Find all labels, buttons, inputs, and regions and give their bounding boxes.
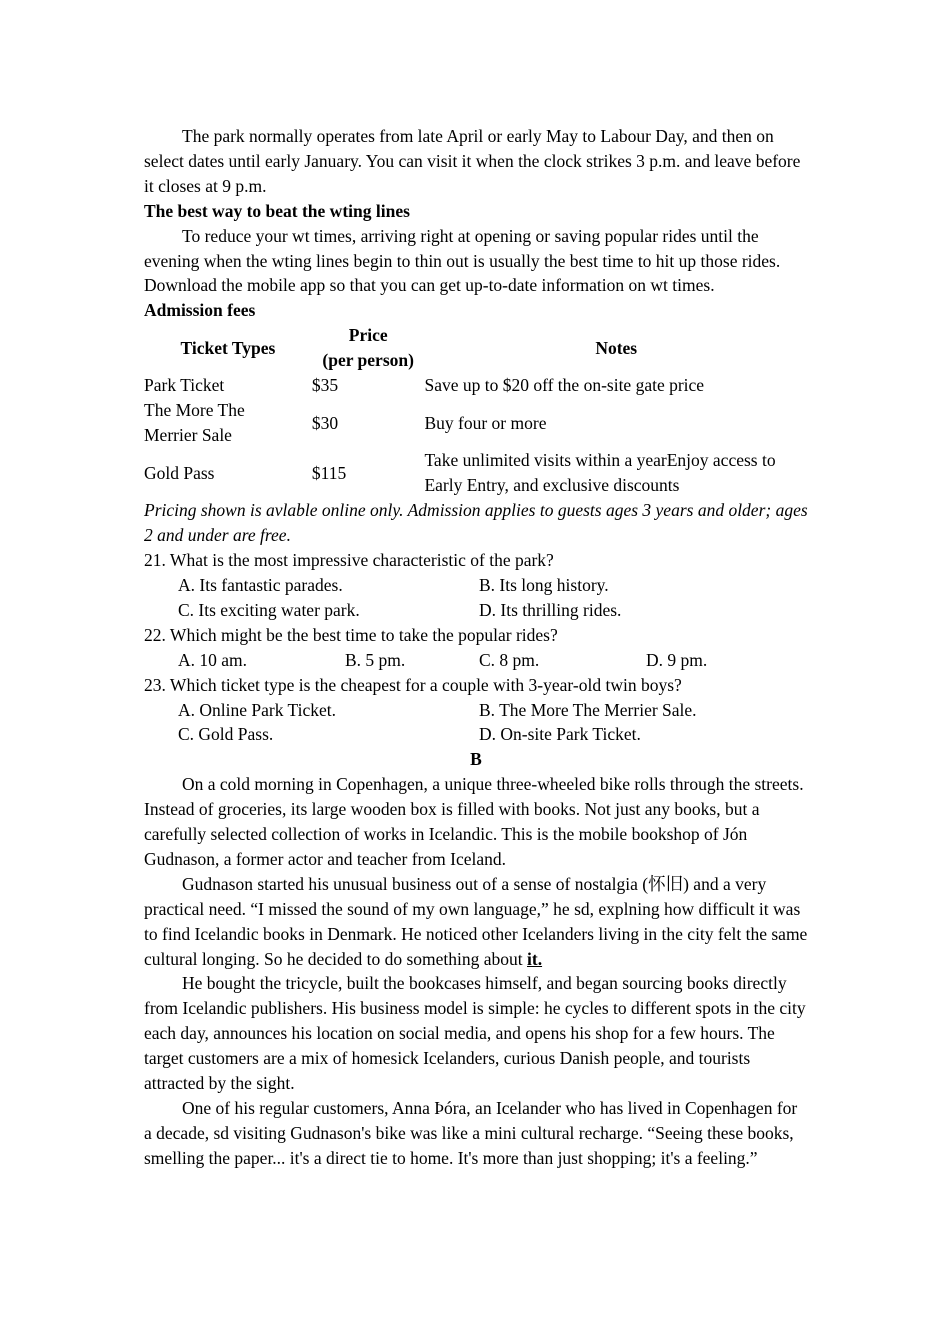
section-b-title: B — [470, 749, 482, 770]
cell-price: $35 — [311, 375, 339, 396]
cell-ticket-type: Park Ticket — [144, 375, 225, 396]
underlined-word-it: it. — [527, 948, 543, 969]
passage-b-paragraph-2 — [144, 872, 808, 972]
document-page — [144, 124, 808, 1171]
header-ticket-types: Ticket Types — [180, 337, 276, 358]
cell-ticket-type: Gold Pass — [144, 462, 215, 483]
wait-lines-heading: The best way to beat the wting lines — [144, 200, 410, 221]
passage-b-paragraph-3: He bought the tricycle, built the bookcases himself, and began sourcing books directly from Icelandic publishers. His business model is simple: he cycles to different spots in the city each day, announces his location on social media, and opens his shop for a few hours. The target customers are a mix of homesick Icelanders, curious Danish people, and tourists attracted by the sight. — [144, 973, 806, 1094]
option-b: B. 5 pm. — [345, 649, 406, 670]
header-price-line2: (per person) — [322, 350, 414, 371]
cell-ticket-type: The More The Merrier Sale — [144, 400, 245, 446]
option-b: B. The More The Merrier Sale. — [479, 699, 697, 720]
cell-price: $30 — [311, 412, 339, 433]
passage-b-paragraph-1: On a cold morning in Copenhagen, a unique three-wheeled bike rolls through the streets. Instead of groceries, its large wooden box is filled with books. Not just any books, but a carefully selected collection of works in Icelandic. This is the mobile bookshop of Jón Gudnason, a former actor and teacher from Iceland. — [144, 774, 804, 869]
pricing-note: Pricing shown is avlable online only. Admission applies to guests ages 3 years and older; ages 2 and under are free. — [144, 500, 808, 546]
question-22-options — [144, 648, 808, 673]
table-header-row — [144, 323, 808, 373]
option-c: C. Its exciting water park. — [178, 599, 360, 620]
option-a: A. 10 am. — [178, 649, 248, 670]
admission-fees-heading: Admission fees — [144, 300, 256, 321]
option-c: C. 8 pm. — [479, 649, 540, 670]
question-23-options-row-2 — [144, 722, 808, 747]
wait-lines-paragraph: To reduce your wt times, arriving right at opening or saving popular rides until the evening when the wting lines begin to thin out is usually the best time to hit up those rides. Download the mobile app so that you can get up-to-date information on wt times. — [144, 225, 781, 296]
option-d: D. On-site Park Ticket. — [479, 724, 641, 745]
option-d: D. Its thrilling rides. — [479, 599, 622, 620]
question-23-stem: 23. Which ticket type is the cheapest for a couple with 3-year-old twin boys? — [144, 674, 682, 695]
table-row — [144, 448, 808, 498]
question-21-options-row-1 — [144, 573, 808, 598]
table-row — [144, 373, 808, 398]
cell-price: $115 — [311, 462, 347, 483]
option-b: B. Its long history. — [479, 574, 609, 595]
cell-notes: Save up to $20 off the on-site gate price — [424, 375, 705, 396]
paragraph-2-text: Gudnason started his unusual business out of a sense of nostalgia (怀旧) and a very practical need. “I missed the sound of my own language,” he sd, explning how difficult it was to find Icelandic books in Denmark. He noticed other Icelanders living in the city felt the same cultural longing. So he decided to do something about — [144, 873, 808, 969]
header-price — [312, 323, 425, 373]
option-c: C. Gold Pass. — [178, 724, 274, 745]
question-21-options-row-2 — [144, 598, 808, 623]
option-a: A. Its fantastic parades. — [178, 574, 343, 595]
cell-notes: Buy four or more — [424, 412, 547, 433]
intro-paragraph: The park normally operates from late April or early May to Labour Day, and then on select dates until early January. You can visit it when the clock strikes 3 p.m. and leave before it closes at 9 p.m. — [144, 126, 801, 196]
cell-notes: Take unlimited visits within a yearEnjoy access to Early Entry, and exclusive discounts — [424, 450, 776, 496]
question-22-stem: 22. Which might be the best time to take the popular rides? — [144, 624, 558, 645]
header-price-line1: Price — [348, 325, 388, 346]
question-21-stem: 21. What is the most impressive characteristic of the park? — [144, 550, 554, 571]
option-d: D. 9 pm. — [646, 649, 708, 670]
admission-fees-table — [144, 323, 808, 498]
header-notes: Notes — [595, 337, 638, 358]
question-23-options-row-1 — [144, 698, 808, 723]
table-row — [144, 398, 808, 448]
passage-b-paragraph-4: One of his regular customers, Anna Þóra, an Icelander who has lived in Copenhagen for a decade, sd visiting Gudnason's bike was like a mini cultural recharge. “Seeing these books, smelling the paper... it's a direct tie to home. It's more than just shopping; it's a feeling.” — [144, 1098, 798, 1168]
option-a: A. Online Park Ticket. — [178, 699, 336, 720]
